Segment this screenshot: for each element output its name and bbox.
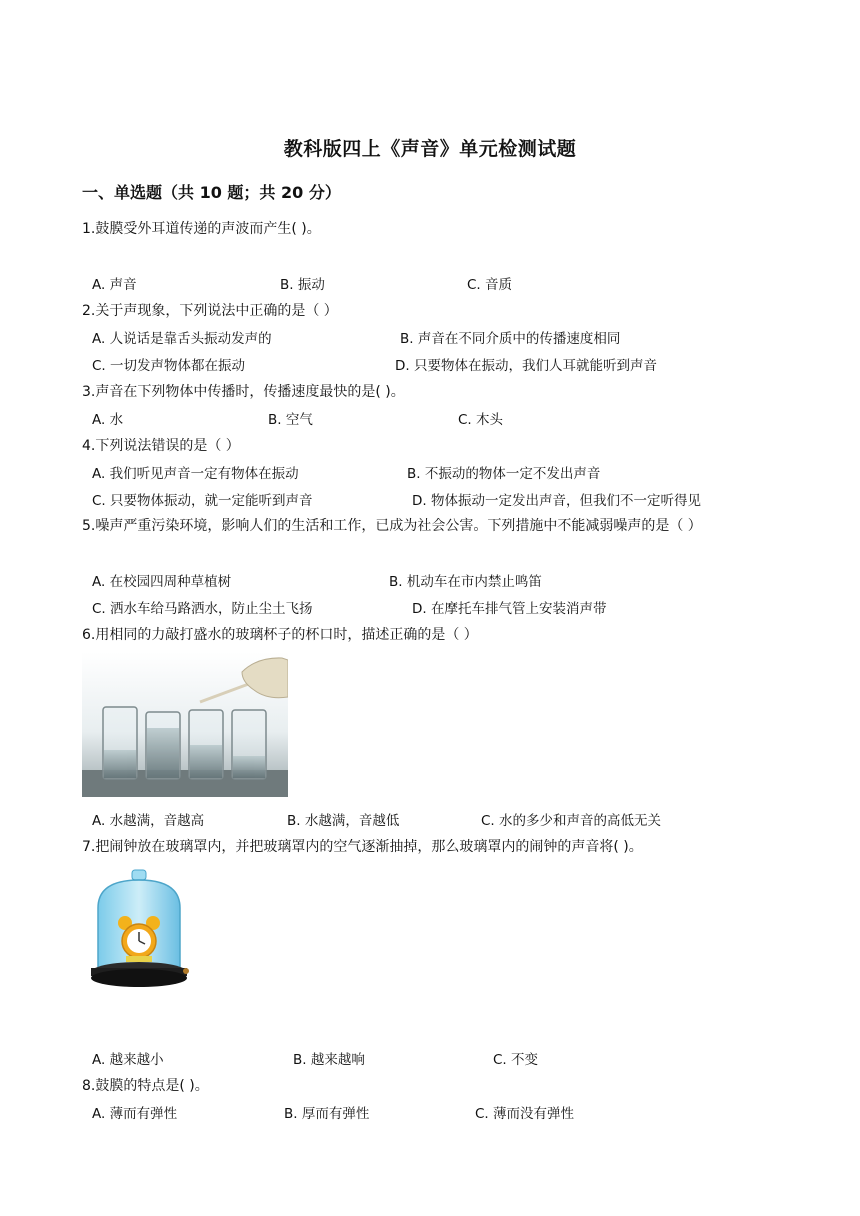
option-b[interactable]: B. 厚而有弹性 [284, 1106, 370, 1122]
option-c[interactable]: C. 音质 [467, 277, 513, 293]
option-c[interactable]: C. 水的多少和声音的高低无关 [481, 813, 662, 829]
option-d[interactable]: D. 物体振动一定发出声音，但我们不一定听得见 [412, 493, 701, 509]
option-b[interactable]: B. 机动车在市内禁止鸣笛 [389, 574, 542, 590]
option-c[interactable]: C. 洒水车给马路洒水，防止尘土飞扬 [92, 601, 313, 617]
option-a[interactable]: A. 越来越小 [92, 1052, 164, 1068]
option-d[interactable]: D. 在摩托车排气管上安装消声带 [412, 601, 607, 617]
option-b[interactable]: B. 空气 [268, 412, 313, 428]
option-a[interactable]: A. 我们听见声音一定有物体在振动 [92, 466, 299, 482]
option-b[interactable]: B. 越来越响 [293, 1052, 365, 1068]
option-a[interactable]: A. 水越满，音越高 [92, 813, 205, 829]
option-d[interactable]: D. 只要物体在振动，我们人耳就能听到声音 [395, 358, 657, 374]
question-stem: 5.噪声严重污染环境，影响人们的生活和工作，已成为社会公害。下列措施中不能减弱噪声的是（ ） [82, 518, 702, 534]
section-heading: 一、单选题（共 10 题；共 20 分） [82, 183, 341, 202]
option-c[interactable]: C. 不变 [493, 1052, 539, 1068]
option-a[interactable]: A. 在校园四周种草植树 [92, 574, 232, 590]
option-a[interactable]: A. 人说话是靠舌头振动发声的 [92, 331, 272, 347]
question-stem: 8.鼓膜的特点是( )。 [82, 1078, 209, 1094]
glass-cups-photo [82, 652, 288, 797]
question-stem: 2.关于声现象，下列说法中正确的是（ ） [82, 303, 338, 319]
option-a[interactable]: A. 声音 [92, 277, 137, 293]
option-b[interactable]: B. 不振动的物体一定不发出声音 [407, 466, 601, 482]
option-c[interactable]: C. 薄而没有弹性 [475, 1106, 575, 1122]
bell-jar-alarm-clock-photo [88, 868, 190, 996]
page-title: 教科版四上《声音》单元检测试题 [283, 138, 577, 160]
option-c[interactable]: C. 木头 [458, 412, 504, 428]
question-stem: 1.鼓膜受外耳道传递的声波而产生( )。 [82, 221, 321, 237]
question-stem: 3.声音在下列物体中传播时，传播速度最快的是( )。 [82, 384, 405, 400]
question-stem: 4.下列说法错误的是（ ） [82, 438, 240, 454]
option-b[interactable]: B. 水越满，音越低 [287, 813, 400, 829]
option-c[interactable]: C. 一切发声物体都在振动 [92, 358, 246, 374]
option-c[interactable]: C. 只要物体振动，就一定能听到声音 [92, 493, 313, 509]
option-b[interactable]: B. 声音在不同介质中的传播速度相同 [400, 331, 621, 347]
option-b[interactable]: B. 振动 [280, 277, 325, 293]
option-a[interactable]: A. 薄而有弹性 [92, 1106, 178, 1122]
question-stem: 6.用相同的力敲打盛水的玻璃杯子的杯口时，描述正确的是（ ） [82, 627, 478, 643]
option-a[interactable]: A. 水 [92, 412, 124, 428]
question-stem: 7.把闹钟放在玻璃罩内，并把玻璃罩内的空气逐渐抽掉，那么玻璃罩内的闹钟的声音将( )。 [82, 839, 643, 855]
